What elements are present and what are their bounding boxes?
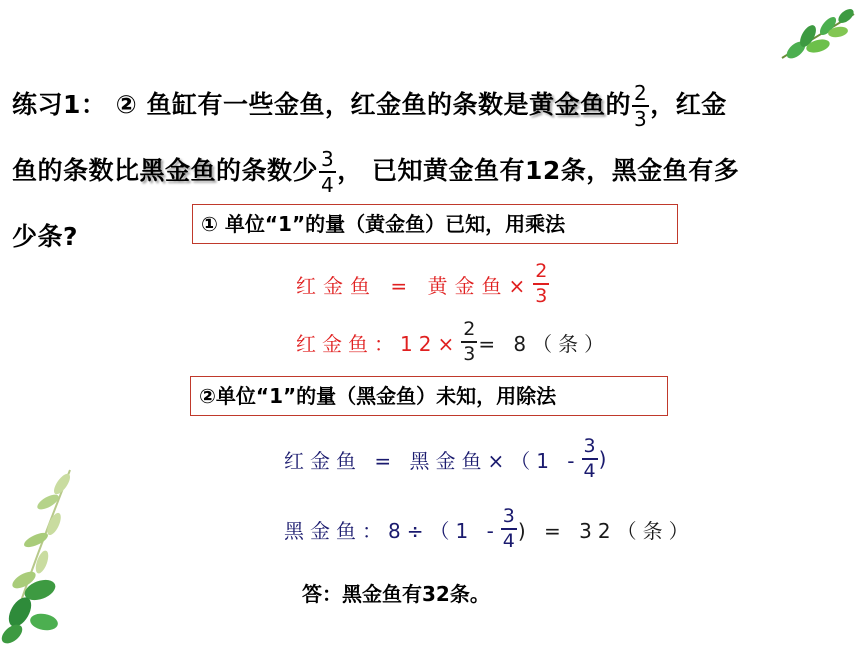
equation-4-fraction: $\frac{3}{4}$	[502, 505, 515, 552]
equation-1-lhs: 红金鱼 = 黄金鱼×	[296, 273, 533, 298]
answer-text: 答：黑金鱼有32条。	[302, 582, 490, 606]
fraction-two-thirds: $\frac{2}{3}$	[634, 81, 648, 131]
hint-box-divide	[190, 376, 668, 416]
equation-1-fraction: $\frac{2}{3}$	[535, 260, 548, 307]
equation-3-rhs: )	[598, 447, 613, 471]
hint-text-multiply: ① 单位“1”的量（黄金鱼）已知，用乘法	[201, 212, 566, 236]
equation-red-fish-formula	[296, 256, 550, 312]
equation-4-rhs: ) = 32（条）	[517, 518, 695, 543]
leaf-branch-bottom-left-icon	[0, 462, 80, 645]
equation-red-fish-calc	[296, 314, 610, 370]
problem-text-1: 鱼缸有一些金鱼，红金鱼的条数是	[137, 90, 530, 119]
fraction-three-quarters: $\frac{3}{4}$	[321, 147, 335, 197]
exercise-label: 练习1：	[12, 90, 107, 119]
problem-text-2a: ，红金	[650, 90, 727, 119]
black-fish-highlight: 黑金鱼	[139, 156, 217, 185]
equation-black-fish-calc	[284, 500, 695, 558]
equation-4-lhs: 黑金鱼：8÷（1 -	[284, 518, 500, 543]
leaf-branch-top-right-icon	[776, 6, 860, 66]
problem-text-de: 的	[605, 90, 632, 119]
equation-2-fraction: $\frac{2}{3}$	[463, 318, 476, 365]
circled-number: ②	[115, 90, 138, 119]
hint-box-multiply	[192, 204, 678, 244]
equation-red-fish-from-black	[284, 430, 612, 488]
equation-2-lhs: 红金鱼：12×	[296, 331, 461, 356]
problem-text-2b: 鱼的条数比	[12, 156, 140, 185]
problem-text-3: 的条数少	[216, 156, 319, 185]
equation-3-fraction: $\frac{3}{4}$	[583, 435, 596, 482]
equation-2-rhs: = 8（条）	[478, 331, 611, 356]
equation-3-lhs: 红金鱼 = 黑金鱼×（1 -	[284, 448, 581, 473]
yellow-fish-highlight: 黄金鱼	[529, 90, 606, 119]
hint-text-divide: ②单位“1”的量（黑金鱼）未知，用除法	[199, 384, 557, 408]
problem-text-5: 少条?	[12, 222, 79, 251]
problem-text-4: ， 已知黄金鱼有12条，黑金鱼有多	[337, 156, 740, 185]
